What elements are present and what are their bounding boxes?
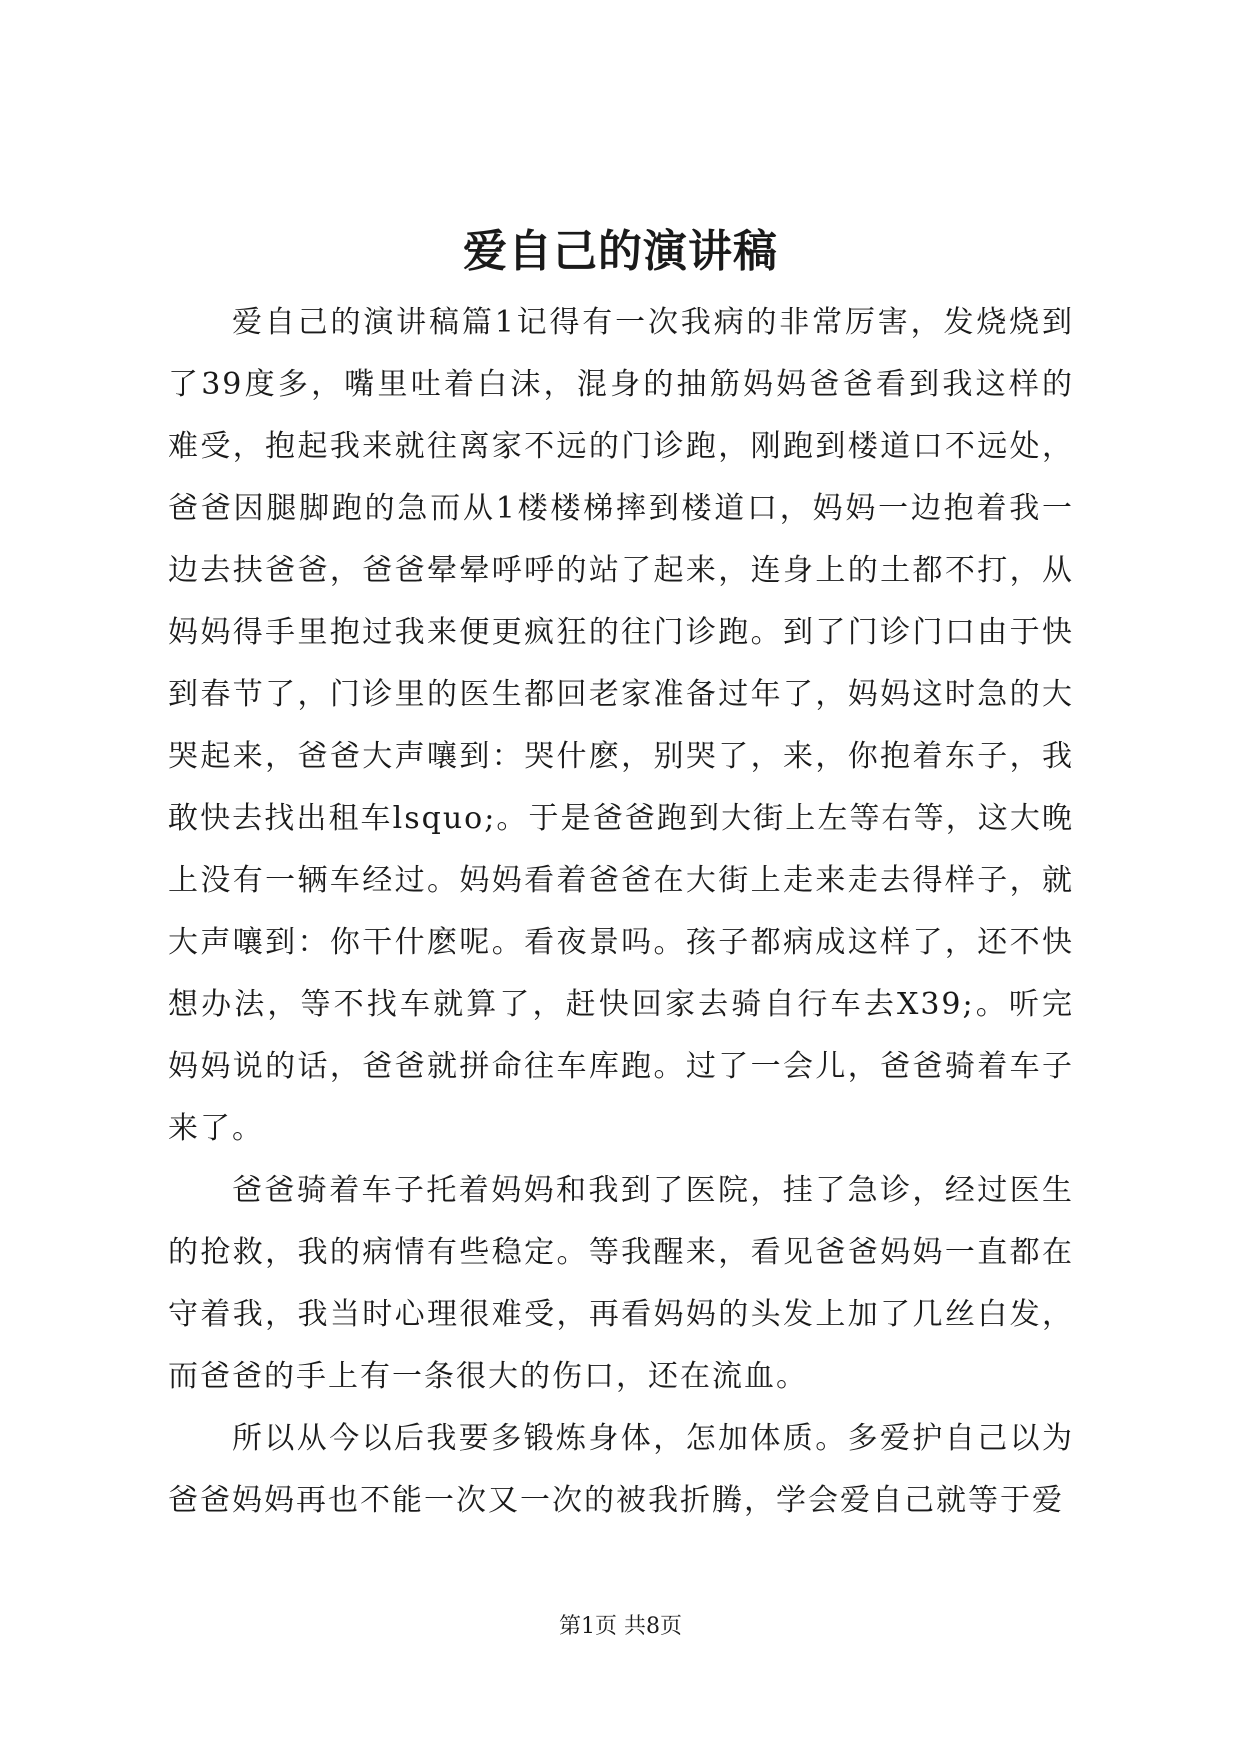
document-title: 爱自己的演讲稿: [463, 226, 778, 277]
paragraph: 所以从今以后我要多锻炼身体，怎加体质。多爱护自己以为爸爸妈妈再也不能一次又一次的被我折腾，学会爱自己就等于爱: [168, 1421, 1074, 1518]
paragraph: 爱自己的演讲稿篇1记得有一次我病的非常厉害，发烧烧到了39度多，嘴里吐着白沫，混身的抽筋妈妈爸爸看到我这样的难受，抱起我来就往离家不远的门诊跑，刚跑到楼道口不远处，爸爸因腿脚跑的急而从1楼楼梯摔到楼道口，妈妈一边抱着我一边去扶爸爸，爸爸晕晕呼呼的站了起来，连身上的土都不打，从妈妈得手里抱过我来便更疯狂的往门诊跑。到了门诊门口由于快到春节了，门诊里的医生都回老家准备过年了，妈妈这时急的大哭起来，爸爸大声嚷到：哭什麽，别哭了，来，你抱着东子，我敢快去找出租车lsquo;。于是爸爸跑到大街上左等右等，这大晚上没有一辆车经过。妈妈看着爸爸在大街上走来走去得样子，就大声嚷到：你干什麽呢。看夜景吗。孩子都病成这样了，还不快想办法，等不找车就算了，赶快回家去骑自行车去X39;。听完妈妈说的话，爸爸就拼命往车库跑。过了一会儿，爸爸骑着车子来了。: [168, 305, 1074, 1146]
page-number-footer: 第1页 共8页: [559, 1614, 682, 1639]
document-body: [168, 292, 1074, 1532]
paragraph: 爸爸骑着车子托着妈妈和我到了医院，挂了急诊，经过医生的抢救，我的病情有些稳定。等我醒来，看见爸爸妈妈一直都在守着我，我当时心理很难受，再看妈妈的头发上加了几丝白发，而爸爸的手上有一条很大的伤口，还在流血。: [168, 1173, 1074, 1394]
